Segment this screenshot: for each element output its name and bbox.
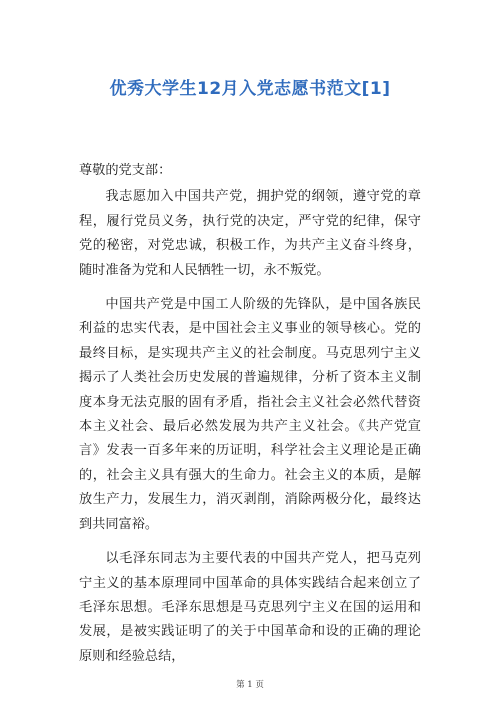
paragraph-2: 中国共产党是中国工人阶级的先锋队，是中国各族民利益的忠实代表，是中国社会主义事业的领导核心。党的最终目标，是实现共产主义的社会制度。马克思列宁主义揭示了人类社会历史发展的普遍规律，分析了资本主义制度本身无法克服的固有矛盾，指社会主义社会必然代替资本主义社会、最后必然发展为共产主义社会。《共产党宣言》发表一百多年来的历证明，科学社会主义理论是正确的，社会主义具有强大的生命力。社会主义的本质，是解放生产力，发展生力，消灭剥削，消除两极分化，最终达到共同富裕。	[79, 297, 421, 532]
document-body	[79, 159, 421, 679]
paragraph-1: 我志愿加入中国共产党，拥护党的纲领，遵守党的章程，履行党员义务，执行党的决定，严守党的纪律，保守党的秘密，对党忠诚，积极工作，为共产主义奋斗终身，随时准备为党和人民牺牲一切，永不叛党。	[79, 189, 421, 278]
page-number: 第 1 页	[236, 680, 264, 690]
salutation: 尊敬的党支部：	[79, 163, 172, 178]
document-title: 优秀大学生12月入党志愿书范文[1]	[109, 79, 391, 99]
paragraph-3: 以毛泽东同志为主要代表的中国共产党人，把马克列宁主义的基本原理同中国革命的具体实践结合起来创立了毛泽东思想。毛泽东思想是马克思列宁主义在国的运用和发展，是被实践证明了的关于中国革命和设的正确的理论原则和经验总结，	[79, 551, 421, 664]
